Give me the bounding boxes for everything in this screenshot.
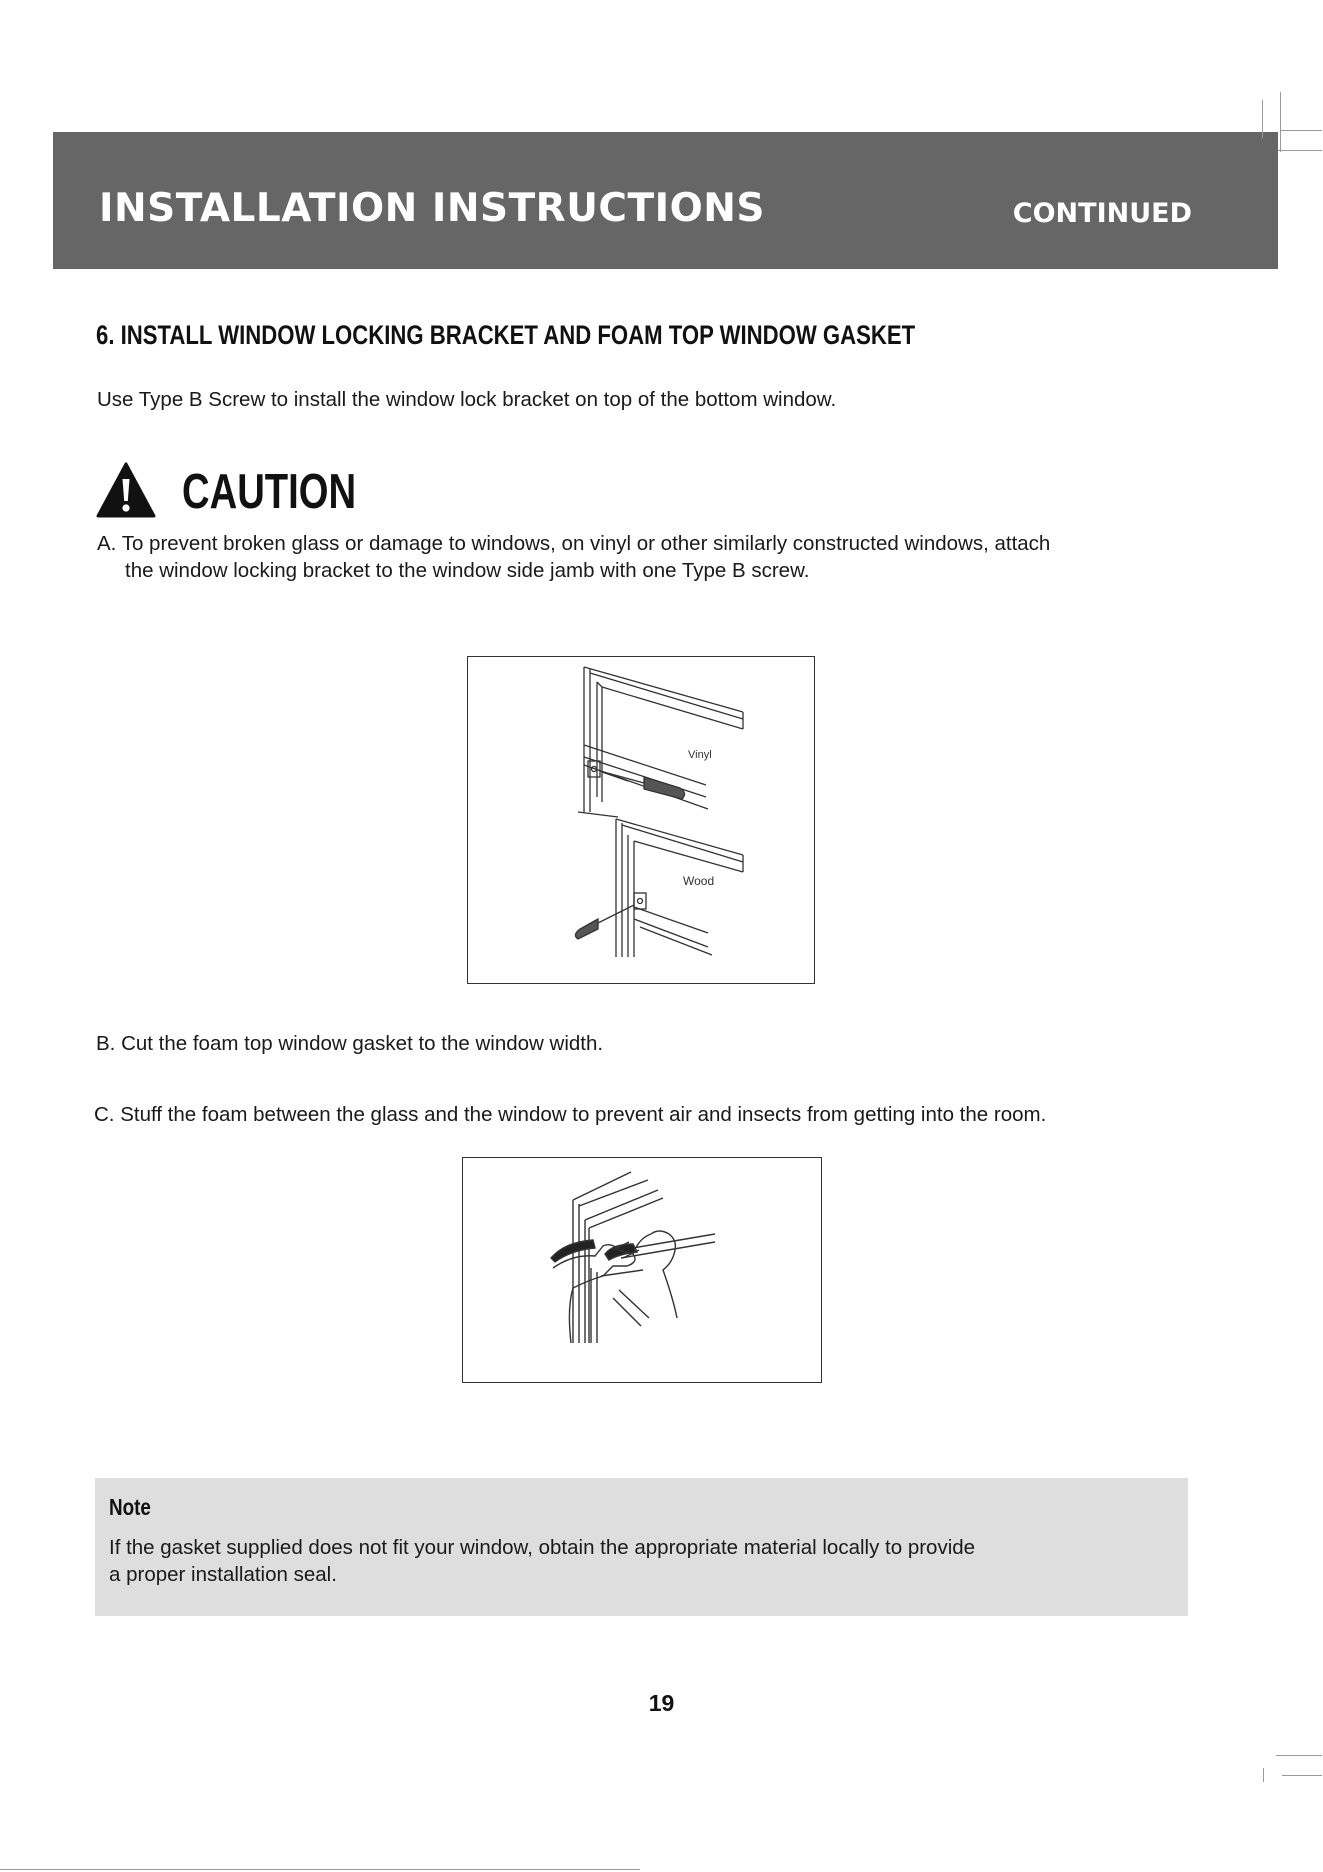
figure-bracket-install xyxy=(467,656,815,984)
header-banner xyxy=(53,132,1278,269)
intro-text: Use Type B Screw to install the window lock bracket on top of the bottom window. xyxy=(97,388,837,411)
crop-mark xyxy=(1282,1775,1322,1776)
caution-item-a-line1: A. To prevent broken glass or damage to windows, on vinyl or other similarly constructed windows, attach xyxy=(97,532,1051,555)
section-title: 6. INSTALL WINDOW LOCKING BRACKET AND FOAM TOP WINDOW GASKET xyxy=(96,320,916,350)
step-c: C. Stuff the foam between the glass and the window to prevent air and insects from getting into the room. xyxy=(94,1103,1047,1126)
label-wood: Wood xyxy=(683,874,715,888)
note-box xyxy=(95,1478,1188,1616)
crop-mark xyxy=(1278,150,1322,151)
caution-item-a-line2: the window locking bracket to the window side jamb with one Type B screw. xyxy=(125,559,810,582)
bracket-illustration xyxy=(468,657,814,983)
figure-foam-gasket xyxy=(462,1157,822,1383)
warning-triangle-icon xyxy=(96,462,156,518)
gasket-illustration xyxy=(463,1158,821,1382)
note-text xyxy=(109,1534,975,1588)
crop-mark xyxy=(0,1869,640,1870)
crop-mark xyxy=(1280,130,1322,131)
note-line-2: a proper installation seal. xyxy=(109,1563,337,1586)
page-number: 19 xyxy=(648,1690,675,1716)
crop-mark xyxy=(1280,92,1281,152)
caution-title: CAUTION xyxy=(182,465,357,519)
label-vinyl: Vinyl xyxy=(688,749,712,761)
header-continued: CONTINUED xyxy=(1012,198,1192,229)
header-title: INSTALLATION INSTRUCTIONS xyxy=(99,186,765,231)
step-b: B. Cut the foam top window gasket to the window width. xyxy=(96,1032,604,1055)
crop-mark xyxy=(1262,100,1263,138)
crop-mark xyxy=(1276,1755,1322,1756)
note-title: Note xyxy=(109,1494,151,1520)
note-line-1: If the gasket supplied does not fit your window, obtain the appropriate material locally to provide xyxy=(109,1536,976,1559)
crop-mark xyxy=(1263,1768,1264,1782)
